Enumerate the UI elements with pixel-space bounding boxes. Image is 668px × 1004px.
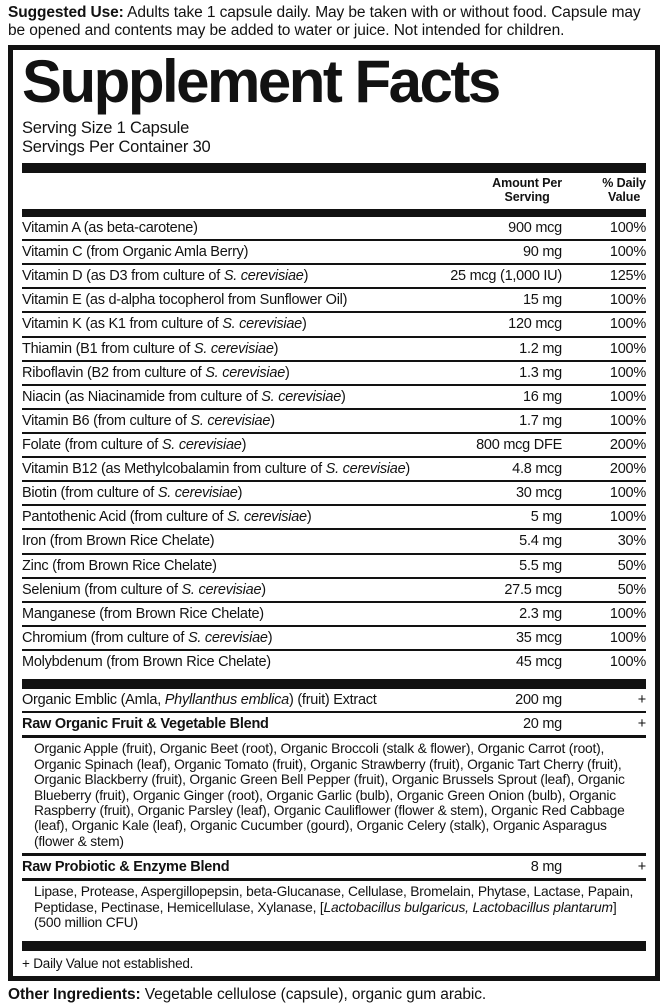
column-header-daily-value xyxy=(562,177,646,206)
nutrient-amount: 5 mg xyxy=(530,509,562,526)
nutrient-daily-value: + xyxy=(637,692,646,709)
nutrient-label: Vitamin E (as d-alpha tocopherol from Sunflower Oil) xyxy=(22,292,348,309)
nutrient-label: Raw Probiotic & Enzyme Blend xyxy=(22,859,230,876)
nutrient-daily-value: 100% xyxy=(609,292,646,309)
daily-value-footnote: + Daily Value not established. xyxy=(22,955,194,971)
nutrient-rows xyxy=(22,217,646,673)
nutrient-daily-value: + xyxy=(637,859,646,876)
nutrient-amount: 8 mg xyxy=(530,859,562,876)
column-header-amount xyxy=(442,177,562,206)
nutrient-amount: 5.5 mg xyxy=(519,557,562,574)
nutrient-label: Zinc (from Brown Rice Chelate) xyxy=(22,557,217,574)
nutrient-daily-value: 100% xyxy=(609,388,646,405)
nutrient-amount: 2.3 mg xyxy=(519,605,562,622)
nutrient-amount: 16 mg xyxy=(522,388,562,405)
nutrient-label: Vitamin K (as K1 from culture of S. cerevisiae) xyxy=(22,316,307,333)
nutrient-daily-value: 100% xyxy=(609,485,646,502)
nutrient-daily-value: 200% xyxy=(609,436,646,453)
nutrient-row xyxy=(22,336,646,360)
nutrient-label: Chromium (from culture of S. cerevisiae) xyxy=(22,629,273,646)
nutrient-row xyxy=(22,311,646,335)
nutrient-label: Vitamin B6 (from culture of S. cerevisiae) xyxy=(22,412,275,429)
divider-thick-top xyxy=(22,163,646,173)
nutrient-label: Vitamin B12 (as Methylcobalamin from culture of S. cerevisiae) xyxy=(22,461,411,478)
nutrient-label: Organic Emblic (Amla, Phyllanthus emblica) (fruit) Extract xyxy=(22,692,377,709)
panel-title: Supplement Facts xyxy=(22,47,499,115)
nutrient-amount: 45 mcg xyxy=(515,653,562,670)
nutrient-row xyxy=(22,601,646,625)
nutrient-row xyxy=(22,480,646,504)
nutrient-amount: 1.7 mg xyxy=(519,412,562,429)
nutrient-amount: 200 mg xyxy=(515,692,562,709)
nutrient-amount: 5.4 mg xyxy=(519,533,562,550)
nutrient-amount: 15 mg xyxy=(522,292,562,309)
nutrient-daily-value: 200% xyxy=(609,461,646,478)
nutrient-amount: 25 mcg (1,000 IU) xyxy=(450,268,562,285)
nutrient-amount: 800 mcg DFE xyxy=(476,436,562,453)
nutrient-amount: 900 mcg xyxy=(508,219,562,236)
nutrient-amount: 30 mcg xyxy=(515,485,562,502)
suggested-use-text: Adults take 1 capsule daily. May be taken with or without food. Capsule may be opened and contents may be added to water or juice. Not intended for children. xyxy=(8,4,641,39)
nutrient-daily-value: + xyxy=(637,716,646,733)
nutrient-label: Niacin (as Niacinamide from culture of S. cerevisiae) xyxy=(22,388,346,405)
nutrient-label: Iron (from Brown Rice Chelate) xyxy=(22,533,215,550)
suggested-use xyxy=(8,4,660,40)
nutrient-daily-value: 125% xyxy=(609,268,646,285)
column-headers xyxy=(22,173,646,209)
divider-thick-header xyxy=(22,209,646,217)
nutrient-row xyxy=(22,239,646,263)
divider-thick-blends xyxy=(22,679,646,689)
nutrient-daily-value: 100% xyxy=(609,509,646,526)
nutrient-amount: 90 mg xyxy=(522,244,562,261)
nutrient-label: Vitamin C (from Organic Amla Berry) xyxy=(22,244,249,261)
nutrient-label: Folate (from culture of S. cerevisiae) xyxy=(22,436,247,453)
nutrient-daily-value: 30% xyxy=(617,533,646,550)
nutrient-row xyxy=(22,625,646,649)
other-ingredients-text: Vegetable cellulose (capsule), organic gum arabic. xyxy=(140,985,487,1003)
column-header-dv-line2: Value xyxy=(608,189,641,204)
nutrient-amount: 35 mcg xyxy=(515,629,562,646)
other-ingredients xyxy=(8,986,660,1004)
nutrient-row xyxy=(22,432,646,456)
blend-detail: Lipase, Protease, Aspergillopepsin, beta-Glucanase, Cellulase, Bromelain, Phytase, Lactase, Papain, Peptidase, Pectinase, Hemicellulase, Xylanase, [Lactobacillus bulgaricus, Lactobacillus plantarum] (500 million CFU) xyxy=(22,878,646,934)
nutrient-row xyxy=(22,649,646,673)
nutrient-row xyxy=(22,456,646,480)
blend-detail: Organic Apple (fruit), Organic Beet (root), Organic Broccoli (stalk & flower), Organic Carrot (root), Organic Spinach (leaf), Organic Tomato (fruit), Organic Strawberry (fruit), Organic Tart Cherry (fruit), Organic Blackberry (fruit), Organic Green Bell Pepper (fruit), Organic Brussels Sprout (leaf), Organic Blueberry (fruit), Organic Ginger (root), Organic Garlic (bulb), Organic Green Onion (bulb), Organic Raspberry (fruit), Organic Parsley (leaf), Organic Cauliflower (flower & stem), Organic Red Cabbage (leaf), Organic Kale (leaf), Organic Cucumber (gourd), Organic Celery (stalk), Organic Asparagus (flower & stem) xyxy=(22,735,646,853)
nutrient-daily-value: 100% xyxy=(609,412,646,429)
nutrient-daily-value: 100% xyxy=(609,244,646,261)
nutrient-row xyxy=(22,384,646,408)
nutrient-row xyxy=(22,408,646,432)
servings-per-container: Servings Per Container 30 xyxy=(22,137,211,156)
nutrient-label: Molybdenum (from Brown Rice Chelate) xyxy=(22,653,271,670)
nutrient-row xyxy=(22,853,646,878)
nutrient-row xyxy=(22,689,646,711)
nutrient-daily-value: 100% xyxy=(609,629,646,646)
supplement-facts-panel xyxy=(8,45,660,981)
column-header-dv-line1: % Daily xyxy=(602,176,646,191)
nutrient-amount: 1.2 mg xyxy=(519,340,562,357)
nutrient-daily-value: 100% xyxy=(609,219,646,236)
nutrient-row xyxy=(22,577,646,601)
blend-rows xyxy=(22,689,646,935)
nutrient-label: Raw Organic Fruit & Vegetable Blend xyxy=(22,716,269,733)
nutrient-label: Pantothenic Acid (from culture of S. cerevisiae) xyxy=(22,509,312,526)
nutrient-daily-value: 50% xyxy=(617,557,646,574)
other-ingredients-label: Other Ingredients: xyxy=(8,985,141,1003)
nutrient-row xyxy=(22,360,646,384)
nutrient-label: Thiamin (B1 from culture of S. cerevisiae) xyxy=(22,340,279,357)
nutrient-amount: 20 mg xyxy=(522,716,562,733)
column-header-amount-line2: Serving xyxy=(504,189,550,204)
nutrient-amount: 4.8 mcg xyxy=(512,461,562,478)
nutrient-row xyxy=(22,504,646,528)
serving-size: Serving Size 1 Capsule xyxy=(22,118,190,137)
nutrient-row xyxy=(22,217,646,239)
nutrient-daily-value: 100% xyxy=(609,316,646,333)
column-header-amount-line1: Amount Per xyxy=(492,176,562,191)
nutrient-daily-value: 50% xyxy=(617,581,646,598)
nutrient-label: Vitamin A (as beta-carotene) xyxy=(22,219,198,236)
nutrient-daily-value: 100% xyxy=(609,605,646,622)
nutrient-label: Biotin (from culture of S. cerevisiae) xyxy=(22,485,243,502)
nutrient-row xyxy=(22,263,646,287)
nutrient-row xyxy=(22,553,646,577)
nutrient-amount: 120 mcg xyxy=(508,316,562,333)
divider-thick-footnote xyxy=(22,941,646,951)
nutrient-label: Riboflavin (B2 from culture of S. cerevisiae) xyxy=(22,364,290,381)
nutrient-label: Vitamin D (as D3 from culture of S. cerevisiae) xyxy=(22,268,309,285)
nutrient-label: Manganese (from Brown Rice Chelate) xyxy=(22,605,264,622)
nutrient-row xyxy=(22,528,646,552)
nutrient-row xyxy=(22,711,646,735)
nutrient-daily-value: 100% xyxy=(609,364,646,381)
nutrient-amount: 1.3 mg xyxy=(519,364,562,381)
nutrient-row xyxy=(22,287,646,311)
nutrient-label: Selenium (from culture of S. cerevisiae) xyxy=(22,581,266,598)
nutrient-daily-value: 100% xyxy=(609,653,646,670)
nutrient-amount: 27.5 mcg xyxy=(504,581,562,598)
nutrient-daily-value: 100% xyxy=(609,340,646,357)
suggested-use-label: Suggested Use: xyxy=(8,4,124,21)
